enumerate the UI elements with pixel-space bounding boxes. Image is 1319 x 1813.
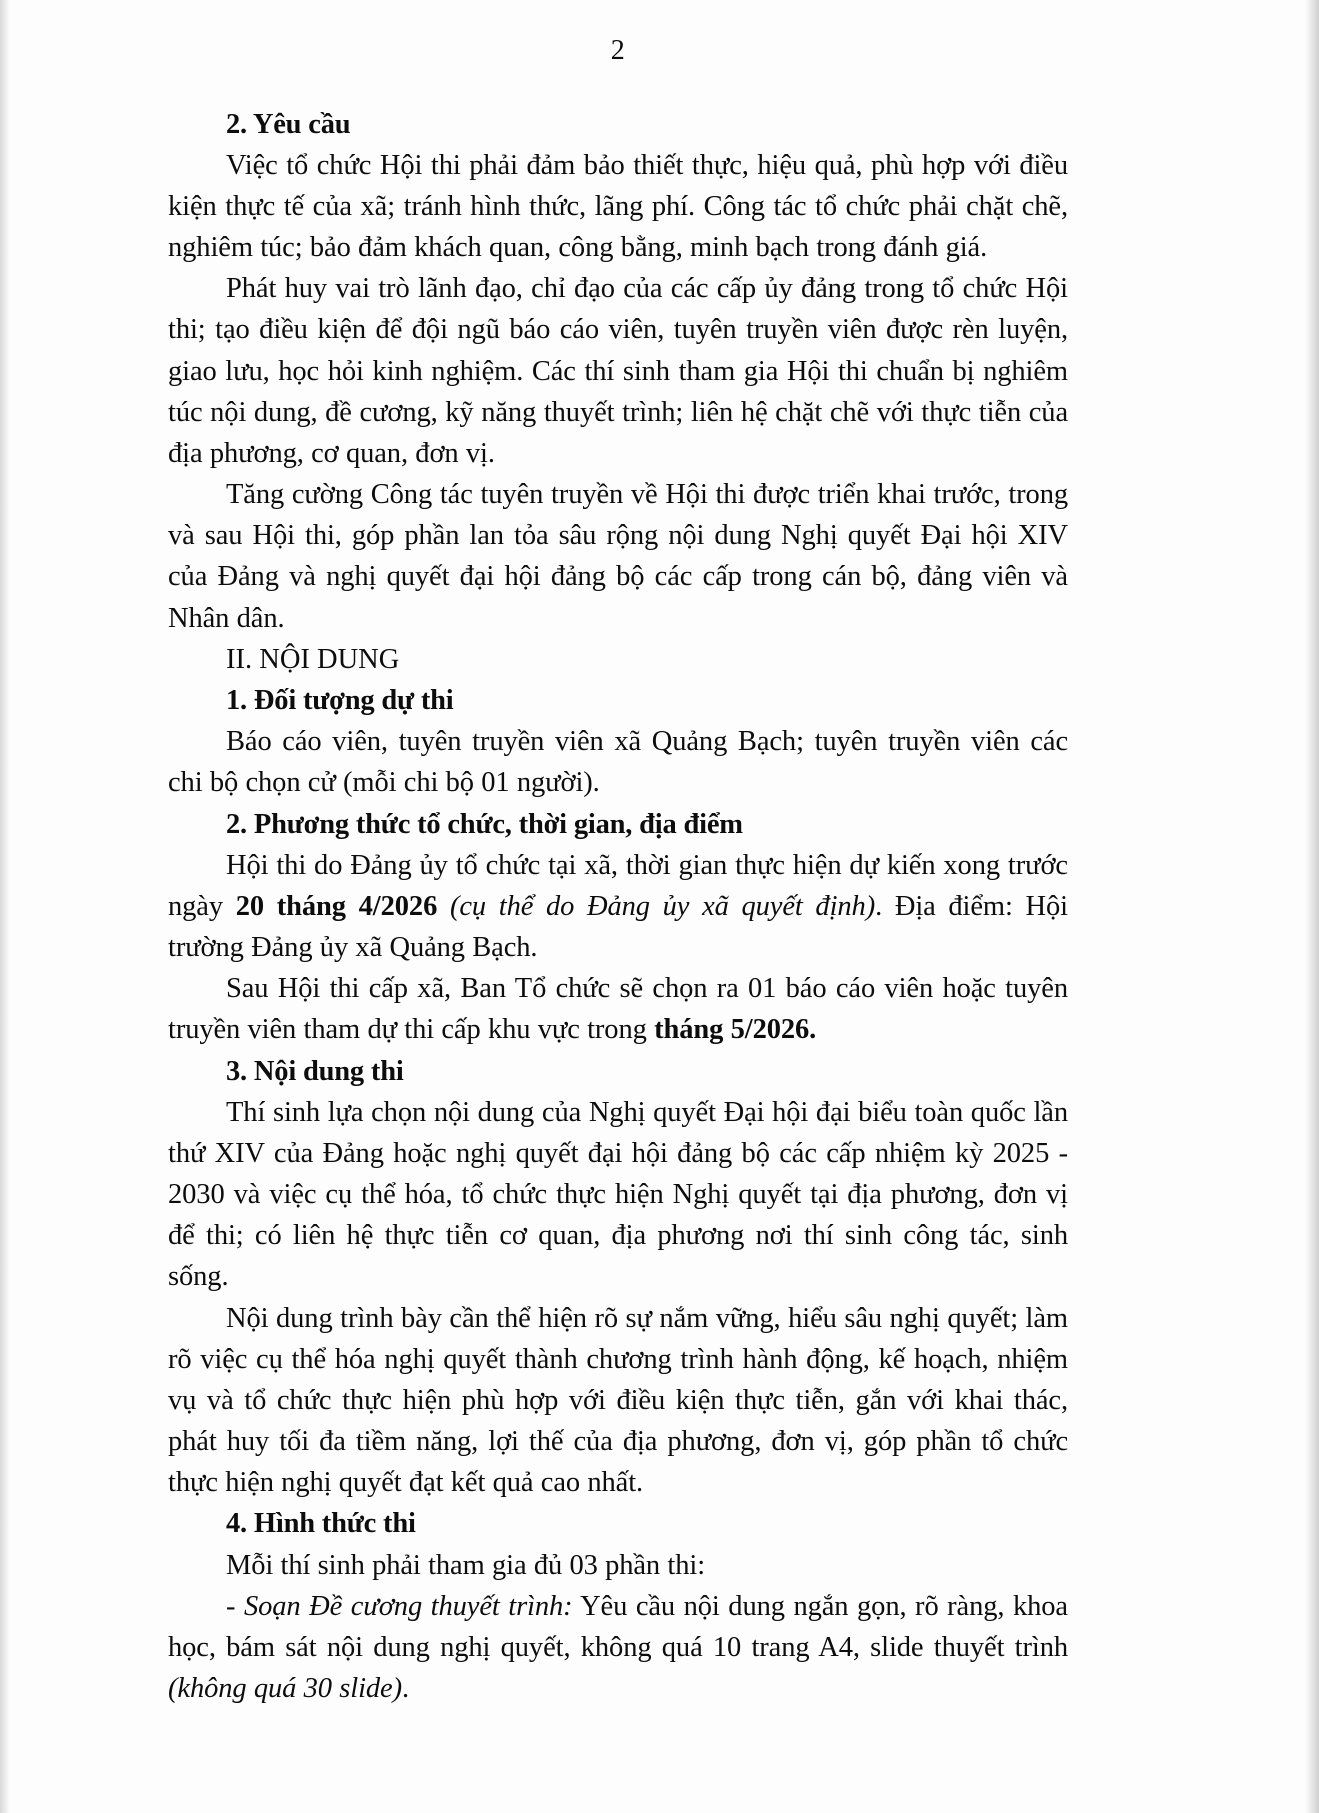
- paragraph-soan-de-cuong: [168, 1586, 1068, 1710]
- page-content: [168, 34, 1068, 1709]
- paragraph-tang-cuong: Tăng cường Công tác tuyên truyền về Hội thi được triển khai trước, trong và sau Hội thi, góp phần lan tỏa sâu rộng nội dung Nghị quyết Đại hội XIV của Đảng và nghị quyết đại hội đảng bộ các cấp trong cán bộ, đảng viên và Nhân dân.: [168, 479, 1068, 634]
- section-heading-ii-noi-dung: II. NỘI DUNG: [226, 643, 400, 675]
- paragraph-phat-huy: Phát huy vai trò lãnh đạo, chỉ đạo của các cấp ủy đảng trong tổ chức Hội thi; tạo điều kiện để đội ngũ báo cáo viên, tuyên truyền viên được rèn luyện, giao lưu, học hỏi kinh nghiệm. Các thí sinh tham gia Hội thi chuẩn bị nghiêm túc nội dung, đề cương, kỹ năng thuyết trình; liên hệ chặt chẽ với thực tiễn của địa phương, cơ quan, đơn vị.: [168, 273, 1068, 469]
- paragraph-moi-thi-sinh: Mỗi thí sinh phải tham gia đủ 03 phần thi:: [226, 1549, 706, 1581]
- paragraph-hoi-thi-do-dang-uy: [168, 845, 1068, 969]
- text-run: . Địa điểm: Hội trường Đảng ủy xã Quảng Bạch.: [168, 890, 1068, 964]
- text-run: Soạn Đề cương thuyết trình:: [243, 1590, 573, 1622]
- text-run: tháng 5/2026.: [654, 1014, 817, 1046]
- paragraph-bao-cao-vien: Báo cáo viên, tuyên truyền viên xã Quảng Bạch; tuyên truyền viên các chi bộ chọn cử (mỗi chi bộ 01 người).: [168, 726, 1068, 799]
- text-run: Sau Hội thi cấp xã, Ban Tổ chức sẽ chọn ra 01 báo cáo viên hoặc tuyên truyền viên tham dự thi cấp khu vực trong: [168, 973, 1068, 1046]
- page-number: 2: [610, 35, 626, 66]
- text-run: [437, 891, 450, 922]
- section-heading-4-hinh-thuc-thi: 4. Hình thức thi: [226, 1508, 416, 1540]
- text-run: (cụ thể do Đảng ủy xã quyết định): [449, 890, 876, 922]
- text-run: -: [226, 1590, 244, 1622]
- paragraph-viec-to-chuc: Việc tổ chức Hội thi phải đảm bảo thiết thực, hiệu quả, phù hợp với điều kiện thực tế của xã; tránh hình thức, lãng phí. Công tác tổ chức phải chặt chẽ, nghiêm túc; bảo đảm khách quan, công bằng, minh bạch trong đánh giá.: [168, 149, 1068, 264]
- section-heading-1-doi-tuong-du-thi: 1. Đối tượng dự thi: [226, 685, 454, 716]
- section-heading-3-noi-dung-thi: 3. Nội dung thi: [226, 1055, 404, 1087]
- section-heading-2-phuong-thuc-to-chuc: 2. Phương thức tổ chức, thời gian, địa điểm: [226, 808, 743, 840]
- text-run: Yêu cầu nội dung ngắn gọn, rõ ràng, khoa học, bám sát nội dung nghị quyết, không quá 10 trang A4, slide thuyết trình: [168, 1590, 1068, 1663]
- paragraph-sau-hoi-thi: [168, 968, 1068, 1050]
- paragraph-thi-sinh-lua-chon: Thí sinh lựa chọn nội dung của Nghị quyết Đại hội đại biểu toàn quốc lần thứ XIV của Đảng hoặc nghị quyết đại hội đảng bộ các cấp nhiệm kỳ 2025 - 2030 và việc cụ thể hóa, tổ chức thực hiện Nghị quyết tại địa phương, đơn vị để thi; có liên hệ thực tiễn cơ quan, địa phương nơi thí sinh công tác, sinh sống.: [168, 1096, 1068, 1293]
- section-heading-2-yeu-cau: 2. Yêu cầu: [226, 108, 351, 140]
- paragraph-noi-dung-trinh-bay: Nội dung trình bày cần thể hiện rõ sự nắm vững, hiểu sâu nghị quyết; làm rõ việc cụ thể hóa nghị quyết thành chương trình hành động, kế hoạch, nhiệm vụ và tổ chức thực hiện phù hợp với điều kiện thực tiễn, gắn với khai thác, phát huy tối đa tiềm năng, lợi thế của địa phương, đơn vị, góp phần tổ chức thực hiện nghị quyết đạt kết quả cao nhất.: [168, 1302, 1068, 1499]
- text-run: .: [401, 1673, 410, 1705]
- text-run: Hội thi do Đảng ủy tổ chức tại xã, thời gian thực hiện dự kiến xong trước ngày: [168, 849, 1068, 922]
- text-run: (không quá 30 slide): [168, 1673, 402, 1705]
- text-run: 20 tháng 4/2026: [235, 890, 438, 922]
